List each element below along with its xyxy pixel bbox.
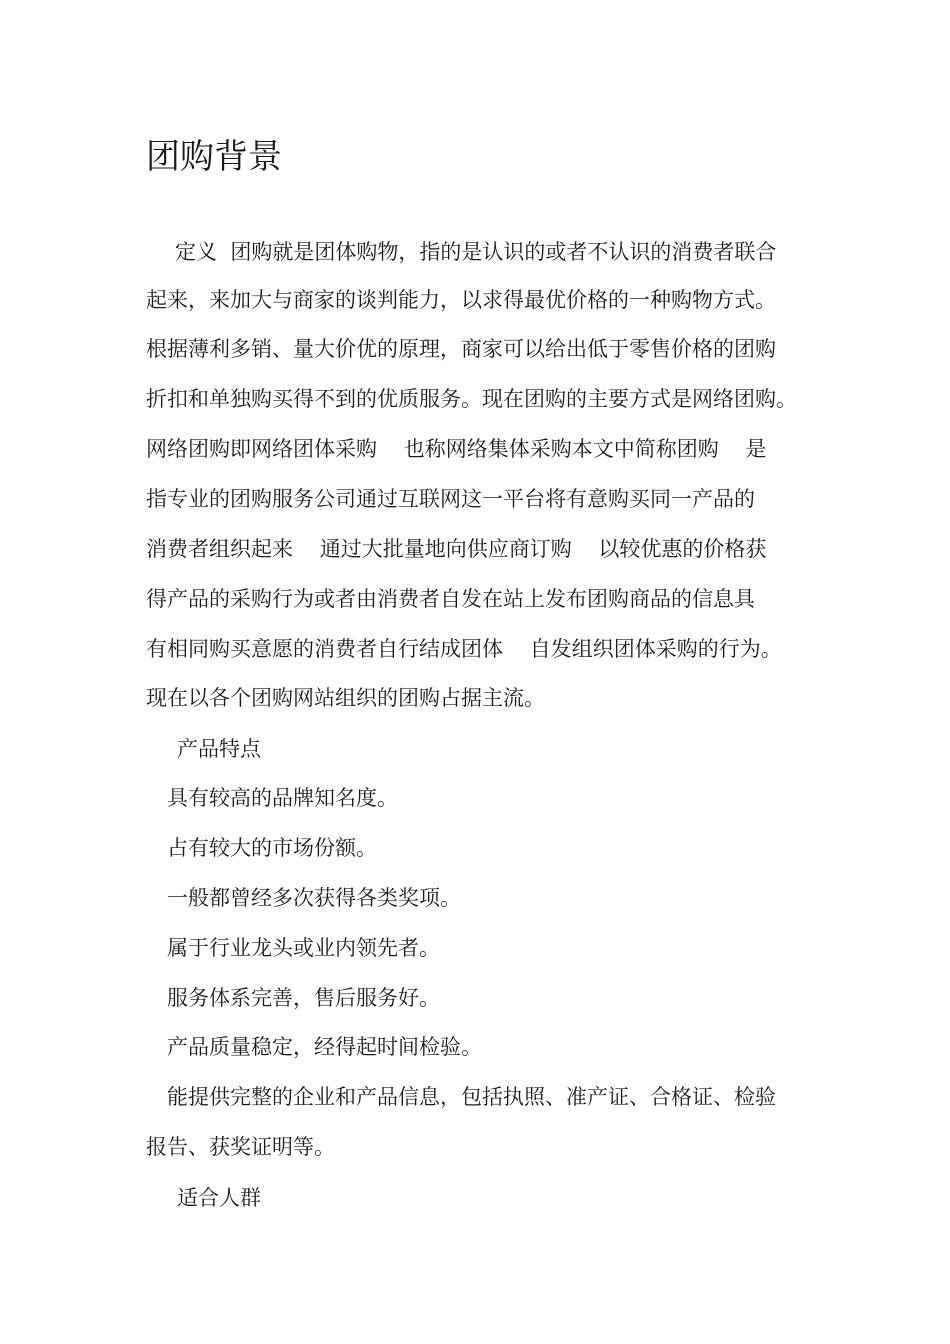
feature-item-3: 一般都曾经多次获得各类奖项。 (167, 886, 461, 910)
definition-line-10: 现在以各个团购网站组织的团购占据主流。 (146, 686, 545, 710)
definition-line-2: 起来，来加大与商家的谈判能力，以求得最优价格的一种购物方式。 (146, 288, 776, 312)
definition-line-6: 指专业的团购服务公司通过互联网这一平台将有意购买同一产品的 (146, 487, 755, 511)
feature-item-7: 能提供完整的企业和产品信息，包括执照、准产证、合格证、检验 (167, 1085, 776, 1109)
feature-item-4: 属于行业龙头或业内领先者。 (167, 936, 440, 960)
feature-item-6: 产品质量稳定，经得起时间检验。 (167, 1035, 482, 1059)
definition-line-9: 有相同购买意愿的消费者自行结成团体 自发组织团体采购的行为。 (146, 637, 782, 661)
definition-line-8: 得产品的采购行为或者由消费者自发在站上发布团购商品的信息具 (146, 587, 755, 611)
feature-item-7-continuation: 报告、获奖证明等。 (146, 1135, 335, 1159)
definition-line-3: 根据薄利多销、量大价优的原理，商家可以给出低于零售价格的团购 (146, 337, 776, 361)
definition-line-7: 消费者组织起来 通过大批量地向供应商订购 以较优惠的价格获 (146, 537, 767, 561)
definition-line-1: 定义 团购就是团体购物，指的是认识的或者不认识的消费者联合 (175, 240, 777, 264)
feature-item-2: 占有较大的市场份额。 (167, 836, 377, 860)
audience-heading: 适合人群 (177, 1186, 261, 1210)
feature-item-1: 具有较高的品牌知名度。 (167, 786, 398, 810)
definition-line-5: 网络团购即网络团体采购 也称网络集体采购本文中简称团购 是 (146, 437, 767, 461)
features-heading: 产品特点 (177, 737, 261, 761)
definition-line-4: 折扣和单独购买得不到的优质服务。现在团购的主要方式是网络团购。 (146, 387, 797, 411)
page-title: 团购背景 (146, 137, 282, 177)
feature-item-5: 服务体系完善，售后服务好。 (167, 986, 440, 1010)
